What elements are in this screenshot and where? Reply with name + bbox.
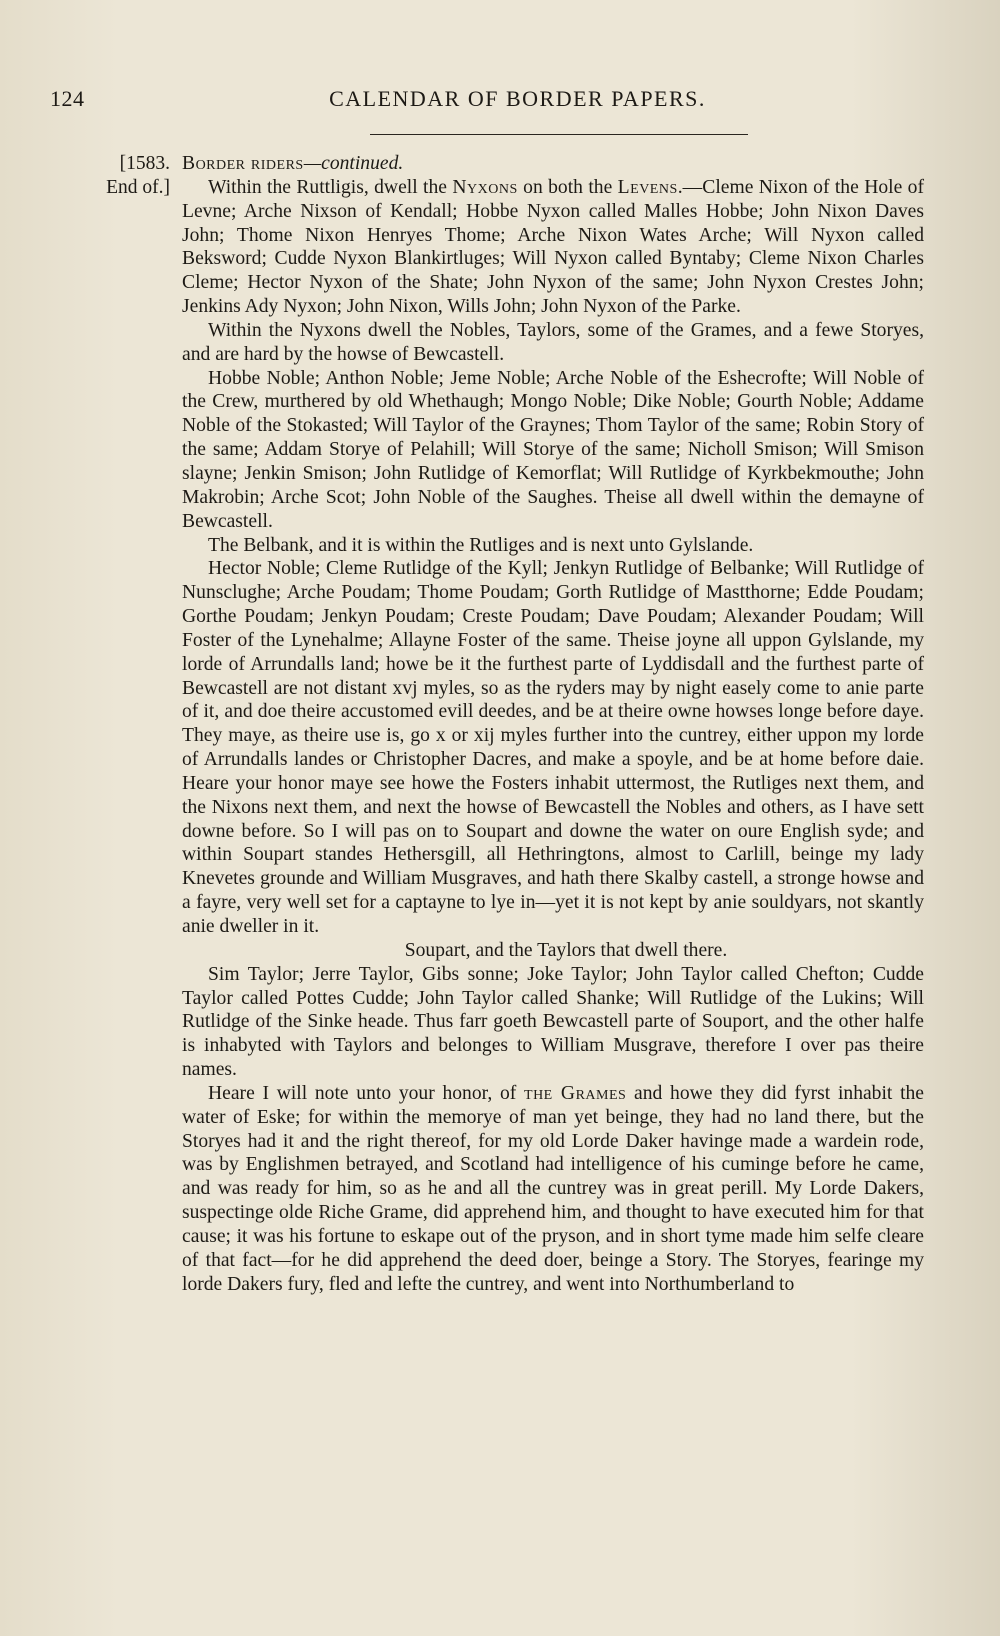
- page-header: [50, 86, 925, 126]
- section-heading-label: Border riders: [182, 153, 304, 174]
- text-run: and howe they did fyrst inhabit the water of Eske; for within the memorye of man yet beinge, they had no land there, but the Storyes had it and the right thereof, for my old Lorde Daker havinge made a wardein rode, was by Englishmen betrayed, and Scotland had intelligence of his cuminge before he came, and was ready for him, so as he and all the cuntrey was in great perill. My Lorde Dakers, suspectinge olde Riche Grame, did apprehend him, and thought to have executed him for that cause; it was his fortune to eskape out of the pryson, and in short tyme made him selfe cleare of that fact—for he did apprehend the deed doer, beinge a Story. The Storyes, fearinge my lorde Dakers fury, fled and lefte the cuntrey, and went into Northumberland to: [182, 1082, 925, 1295]
- running-title: CALENDAR OF BORDER PAPERS.: [329, 86, 706, 111]
- paragraph-nobles-intro: Within the Nyxons dwell the Nobles, Taylors, some of the Grames, and a fewe Storyes, and are hard by the howse of Bewcastell.: [182, 319, 924, 365]
- smallcaps-run: Nyxons: [452, 176, 518, 198]
- paragraph-nyxons: [182, 176, 924, 319]
- text-run: Within the Ruttligis, dwell the: [208, 176, 453, 198]
- text-run: on both the: [517, 176, 618, 198]
- paragraph-rutlidges: Hector Noble; Cleme Rutlidge of the Kyll; Jenkyn Rutlidge of Belbanke; Will Rutlidge of Nunsclughe; Arche Poudam; Thome Poudam; Gorth Rutlidge of Mastthorne; Edde Poudam; Gorthe Poudam; Jenkyn Poudam; Creste Poudam; Dave Poudam; Alexander Poudam; Will Foster of the Lynehalme; Allayne Foster of the same. Theise joyne all uppon Gylslande, my lorde of Arrundalls land; howe be it the furthest parte of Lyddisdall and the furthest parte of Bewcastell are not distant xvj myles, so as the ryders may by night easely come to anie parte of it, and doe theire accustomed evill deedes, and be at theire owne howses longe before daye. They maye, as theire use is, go x or xij myles further into the cuntrey, either uppon my lorde of Arrundalls landes or Christopher Dacres, and make a spoyle, and be at home before daie. Heare your honor maye see howe the Fosters inhabit uttermost, the Rutliges next them, and the Nixons next them, and next the howse of Bewcastell the Nobles and others, as I have sett downe before. So I will pas on to Soupart and downe the water on oure English syde; and within Soupart standes Hethersgill, all Hethringtons, almost to Carlill, beinge my lady Knevetes grounde and William Musgraves, and hath there Skalby castell, a stronge howse and a fayre, very well set for a captayne to lye in—yet it is not kept by anie souldyars, not skantly anie dweller in it.: [182, 558, 924, 937]
- page-number: 124: [50, 86, 85, 111]
- paragraph-grames: [182, 1082, 924, 1297]
- paragraph-taylors: Sim Taylor; Jerre Taylor, Gibs sonne; Joke Taylor; John Taylor called Chefton; Cudde Taylor called Pottes Cudde; John Taylor called Shanke; Will Rutlidge of the Lukins; Will Rutlidge of the Sinke heade. Thus farr goeth Bewcastell parte of Souport, and the other halfe is inhabyted with Taylors and belonges to William Musgrave, therefore I over pas theire names.: [182, 963, 924, 1081]
- smallcaps-run: Levens: [617, 176, 678, 198]
- body-text: [182, 152, 924, 1297]
- section-heading-suffix: —continued.: [303, 153, 404, 174]
- margin-end-of: End of.]: [106, 177, 170, 198]
- subheading-soupart: Soupart, and the Taylors that dwell there.: [404, 939, 728, 961]
- margin-year: [1583.: [119, 153, 170, 174]
- header-rule: [370, 134, 748, 135]
- text-run: Heare I will note unto your honor, of: [208, 1082, 525, 1104]
- paragraph-nobles-list: Hobbe Noble; Anthon Noble; Jeme Noble; Arche Noble of the Eshecrofte; Will Noble of the Crew, murthered by old Whethaugh; Mongo Noble; Dike Noble; Gourth Noble; Addame Noble of the Stokasted; Will Taylor of the Graynes; Thom Taylor of the same; Robin Story of the same; Addam Storye of Pelahill; Will Storye of the same; Nicholl Smison; Will Smison slayne; Jenkin Smison; John Rutlidge of Kemorflat; Will Rutlidge of Kyrkbekmouthe; John Makrobin; Arche Scot; John Noble of the Saughes. Theise all dwell within the demayne of Bewcastell.: [182, 367, 924, 532]
- text-run: .—Cleme Nixon of the Hole of Levne; Arche Nixson of Kendall; Hobbe Nyxon called Malles Hobbe; John Nixon Daves John; Thome Nixon Henryes Thome; Arche Nixon Wates Arche; Will Nyxon called Beksword; Cudde Nyxon Blankirtluges; Will Nyxon called Byntaby; Cleme Nixon Charles Cleme; Hector Nyxon of the Shate; John Nyxon of the same; John Nyxon Crestes John; Jenkins Ady Nyxon; John Nixon, Wills John; John Nyxon of the Parke.: [182, 176, 924, 318]
- paragraph-belbank: The Belbank, and it is within the Rutliges and is next unto Gylslande.: [208, 534, 754, 556]
- margin-date-note: [60, 152, 170, 200]
- section-heading: [182, 152, 924, 176]
- smallcaps-run: the Grames: [524, 1082, 627, 1104]
